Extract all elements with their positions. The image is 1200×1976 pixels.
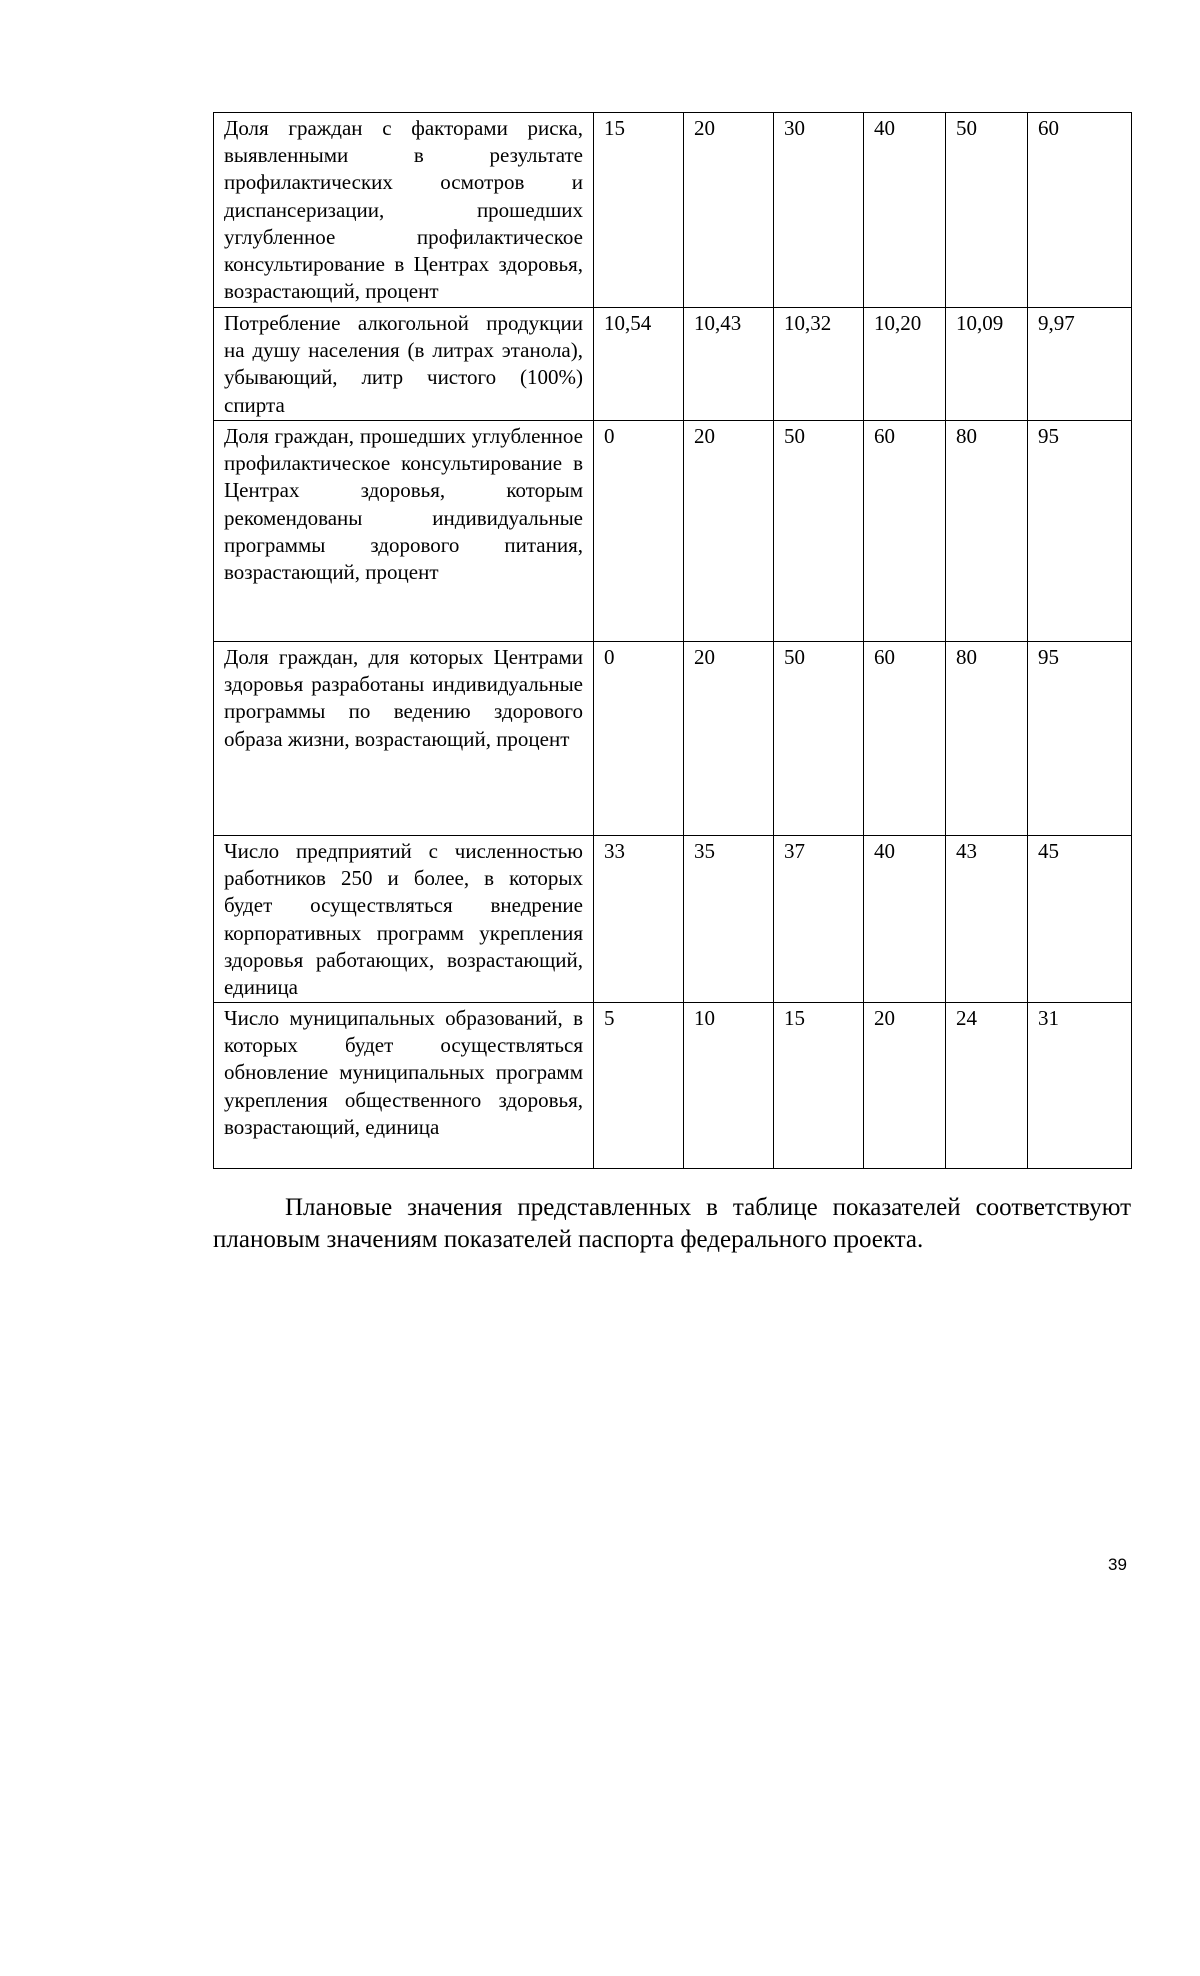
indicator-value: 0 bbox=[594, 642, 684, 836]
table-row bbox=[214, 308, 1132, 421]
indicator-value: 20 bbox=[684, 113, 774, 308]
indicator-value: 95 bbox=[1028, 421, 1132, 642]
indicator-value: 9,97 bbox=[1028, 308, 1132, 421]
table-row bbox=[214, 113, 1132, 308]
page-number: 39 bbox=[1108, 1555, 1127, 1574]
closing-paragraph: Плановые значения представленных в таблице показателей соответствуют плановым значениям показателей паспорта федерального проекта. bbox=[213, 1194, 1131, 1253]
indicator-value: 37 bbox=[774, 836, 864, 1003]
indicator-value: 60 bbox=[864, 421, 946, 642]
indicators-table bbox=[213, 112, 1132, 1169]
indicator-value: 50 bbox=[774, 642, 864, 836]
indicator-value: 15 bbox=[774, 1003, 864, 1169]
indicator-value: 20 bbox=[864, 1003, 946, 1169]
indicator-value: 40 bbox=[864, 836, 946, 1003]
indicator-value: 80 bbox=[946, 642, 1028, 836]
indicator-description: Доля граждан с факторами риска, выявленными в результате профилактических осмотров и диспансеризации, прошедших углубленное профилактическое консультирование в Центрах здоровья, возрастающий, процент bbox=[214, 113, 594, 308]
indicator-description: Число предприятий с численностью работников 250 и более, в которых будет осуществляться внедрение корпоративных программ укрепления здоровья работающих, возрастающий, единица bbox=[214, 836, 594, 1003]
indicator-value: 60 bbox=[1028, 113, 1132, 308]
indicator-value: 5 bbox=[594, 1003, 684, 1169]
indicator-value: 10 bbox=[684, 1003, 774, 1169]
indicator-value: 20 bbox=[684, 642, 774, 836]
indicator-value: 50 bbox=[774, 421, 864, 642]
indicator-value: 10,43 bbox=[684, 308, 774, 421]
indicator-value: 10,32 bbox=[774, 308, 864, 421]
indicator-value: 80 bbox=[946, 421, 1028, 642]
indicator-description: Потребление алкогольной продукции на душу населения (в литрах этанола), убывающий, литр чистого (100%) спирта bbox=[214, 308, 594, 421]
indicator-value: 60 bbox=[864, 642, 946, 836]
indicator-value: 31 bbox=[1028, 1003, 1132, 1169]
indicator-value: 43 bbox=[946, 836, 1028, 1003]
indicator-value: 15 bbox=[594, 113, 684, 308]
table-row bbox=[214, 642, 1132, 836]
indicator-description: Доля граждан, прошедших углубленное профилактическое консультирование в Центрах здоровья, которым рекомендованы индивидуальные программы здорового питания, возрастающий, процент bbox=[214, 421, 594, 642]
indicator-value: 0 bbox=[594, 421, 684, 642]
indicator-value: 30 bbox=[774, 113, 864, 308]
indicator-value: 35 bbox=[684, 836, 774, 1003]
indicator-value: 45 bbox=[1028, 836, 1132, 1003]
indicator-description: Доля граждан, для которых Центрами здоровья разработаны индивидуальные программы по ведению здорового образа жизни, возрастающий, процент bbox=[214, 642, 594, 836]
indicator-value: 95 bbox=[1028, 642, 1132, 836]
indicator-value: 10,54 bbox=[594, 308, 684, 421]
indicator-value: 40 bbox=[864, 113, 946, 308]
indicator-value: 50 bbox=[946, 113, 1028, 308]
indicator-value: 20 bbox=[684, 421, 774, 642]
table-row bbox=[214, 421, 1132, 642]
indicator-value: 24 bbox=[946, 1003, 1028, 1169]
indicator-value: 10,20 bbox=[864, 308, 946, 421]
table-row bbox=[214, 1003, 1132, 1169]
indicator-value: 33 bbox=[594, 836, 684, 1003]
table-row bbox=[214, 836, 1132, 1003]
indicator-value: 10,09 bbox=[946, 308, 1028, 421]
indicator-description: Число муниципальных образований, в которых будет осуществляться обновление муниципальных программ укрепления общественного здоровья, возрастающий, единица bbox=[214, 1003, 594, 1169]
